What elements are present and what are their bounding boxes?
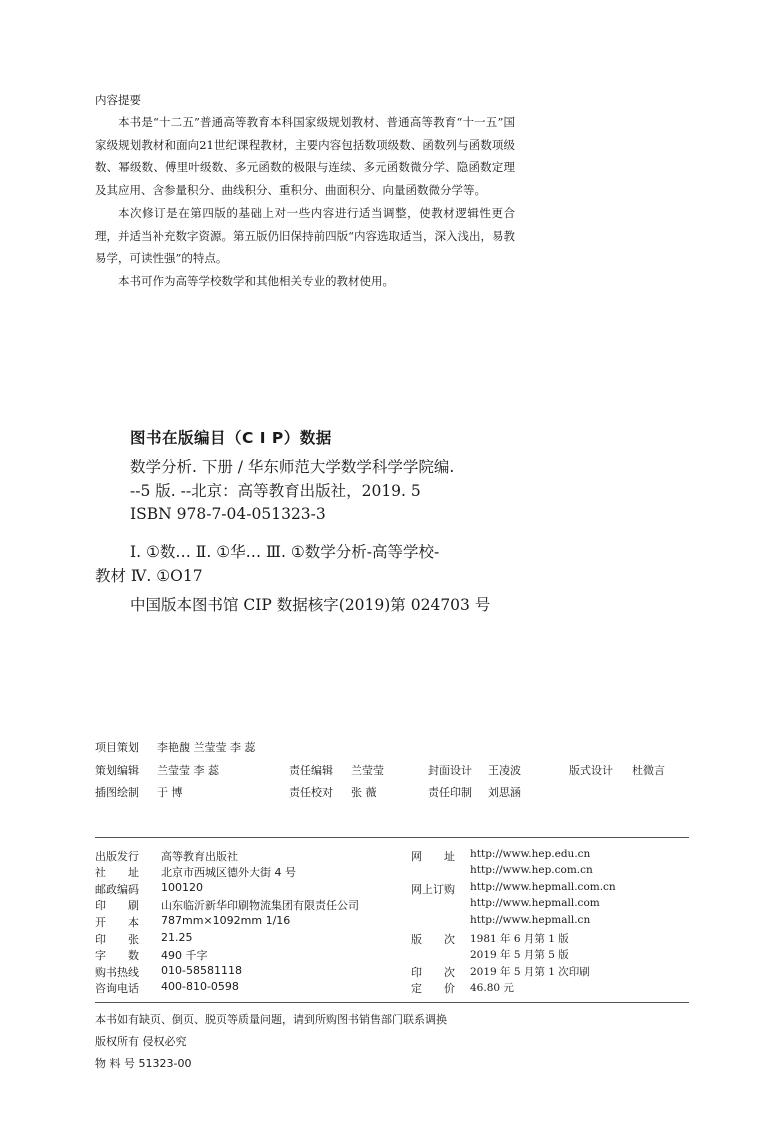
pub-label: 定 价 xyxy=(411,982,455,995)
credit-label: 责任印制 xyxy=(428,786,472,799)
divider xyxy=(95,837,689,838)
pub-label: 字 数 xyxy=(95,949,139,962)
pub-url: http://www.hepmall.com.cn xyxy=(470,881,616,893)
pub-url: http://www.hepmall.cn xyxy=(470,914,591,926)
cip-heading: 图书在版编目（C I P）数据 xyxy=(130,429,332,447)
pub-label: 版 次 xyxy=(411,933,455,946)
credit-value: 于 博 xyxy=(157,786,183,799)
credit-value: 兰莹莹 xyxy=(351,764,384,777)
credit-value: 李艳馥 兰莹莹 李 蕊 xyxy=(157,741,256,754)
pub-label: 社 址 xyxy=(95,866,139,879)
pub-value: 北京市西城区德外大街 4 号 xyxy=(161,866,296,879)
copyright-notice: 版权所有 侵权必究 xyxy=(95,1035,187,1048)
pub-value: 787mm×1092mm 1/16 xyxy=(161,914,291,927)
pub-value: 100120 xyxy=(161,881,203,894)
summary-paragraph: 本书是“十二五”普通高等教育本科国家级规划教材、普通高等教育“十一五”国家级规划教材和面向21世纪课程教材，主要内容包括数项级数、函数列与函数项级数、幂级数、傅里叶级数、多元函数的极限与连续、多元函数微分学、隐函数定理及其应用、含参量积分、曲线积分、重积分、曲面积分、向量函数微分学等。 xyxy=(95,115,515,198)
summary-paragraph: 本书可作为高等学校数学和其他相关专业的教材使用。 xyxy=(118,273,394,288)
pub-value: 21.25 xyxy=(161,931,193,944)
cip-isbn-line: ISBN 978-7-04-051323-3 xyxy=(130,505,326,523)
pub-value: 46.80 元 xyxy=(470,982,514,994)
pub-label: 咨询电话 xyxy=(95,982,139,995)
material-number: 物 料 号 51323-00 xyxy=(95,1057,192,1070)
divider xyxy=(95,1002,689,1003)
pub-value: 高等教育出版社 xyxy=(161,850,238,863)
credit-label: 责任校对 xyxy=(289,786,333,799)
pub-value: 010-58581118 xyxy=(161,964,242,977)
pub-label: 印 刷 xyxy=(95,899,139,912)
cip-title-line: 数学分析. 下册 / 华东师范大学数学科学学院编. xyxy=(130,458,455,476)
pub-value: 1981 年 6 月第 1 版 xyxy=(470,933,569,945)
credit-value: 王凌波 xyxy=(488,764,521,777)
credit-label: 封面设计 xyxy=(428,764,472,777)
cip-record xyxy=(130,456,454,527)
credit-label: 项目策划 xyxy=(95,741,139,754)
pub-label: 网上订购 xyxy=(411,883,455,896)
pub-value: 400-810-0598 xyxy=(161,980,239,993)
pub-url: http://www.hep.edu.cn xyxy=(470,848,591,860)
credit-value: 刘思涵 xyxy=(488,786,521,799)
pub-value: 2019 年 5 月第 1 次印刷 xyxy=(470,966,590,978)
cip-class-line: Ⅰ. ①数… Ⅱ. ①华… Ⅲ. ①数学分析-高等学校- xyxy=(130,543,440,561)
credit-label: 责任编辑 xyxy=(289,764,333,777)
cip-number: 中国版本图书馆 CIP 数据核字(2019)第 024703 号 xyxy=(130,596,491,614)
pub-url: http://www.hepmall.com xyxy=(470,897,600,909)
quality-notice: 本书如有缺页、倒页、脱页等质量问题，请到所购图书销售部门联系调换 xyxy=(95,1013,447,1026)
credit-label: 插图绘制 xyxy=(95,786,139,799)
pub-label: 开 本 xyxy=(95,916,139,929)
cip-edition-line: --5 版. --北京：高等教育出版社，2019. 5 xyxy=(130,481,421,500)
pub-label: 网 址 xyxy=(411,850,455,863)
pub-label: 出版发行 xyxy=(95,850,139,863)
credit-value: 张 薇 xyxy=(351,786,377,799)
pub-label: 邮政编码 xyxy=(95,883,139,896)
cip-class-line: 教材 Ⅳ. ①O17 xyxy=(95,567,203,585)
summary-text xyxy=(95,111,515,293)
credit-value: 杜微言 xyxy=(632,764,665,777)
credit-label: 版式设计 xyxy=(569,764,613,777)
pub-label: 印 次 xyxy=(411,966,455,979)
summary-title: 内容提要 xyxy=(95,93,141,107)
pub-label: 购书热线 xyxy=(95,966,139,979)
pub-url: http://www.hep.com.cn xyxy=(470,864,593,876)
credit-value: 兰莹莹 李 蕊 xyxy=(157,764,219,777)
pub-value: 2019 年 5 月第 5 版 xyxy=(470,949,569,961)
pub-label: 印 张 xyxy=(95,933,139,946)
pub-value: 山东临沂新华印刷物流集团有限责任公司 xyxy=(161,899,359,912)
cip-classification xyxy=(95,540,439,588)
summary-paragraph: 本次修订是在第四版的基础上对一些内容进行适当调整，使教材逻辑性更合理，并适当补充数字资源。第五版仍旧保持前四版“内容选取适当，深入浅出，易教易学，可读性强”的特点。 xyxy=(95,205,515,266)
pub-value: 490 千字 xyxy=(161,949,208,962)
credit-label: 策划编辑 xyxy=(95,764,139,777)
